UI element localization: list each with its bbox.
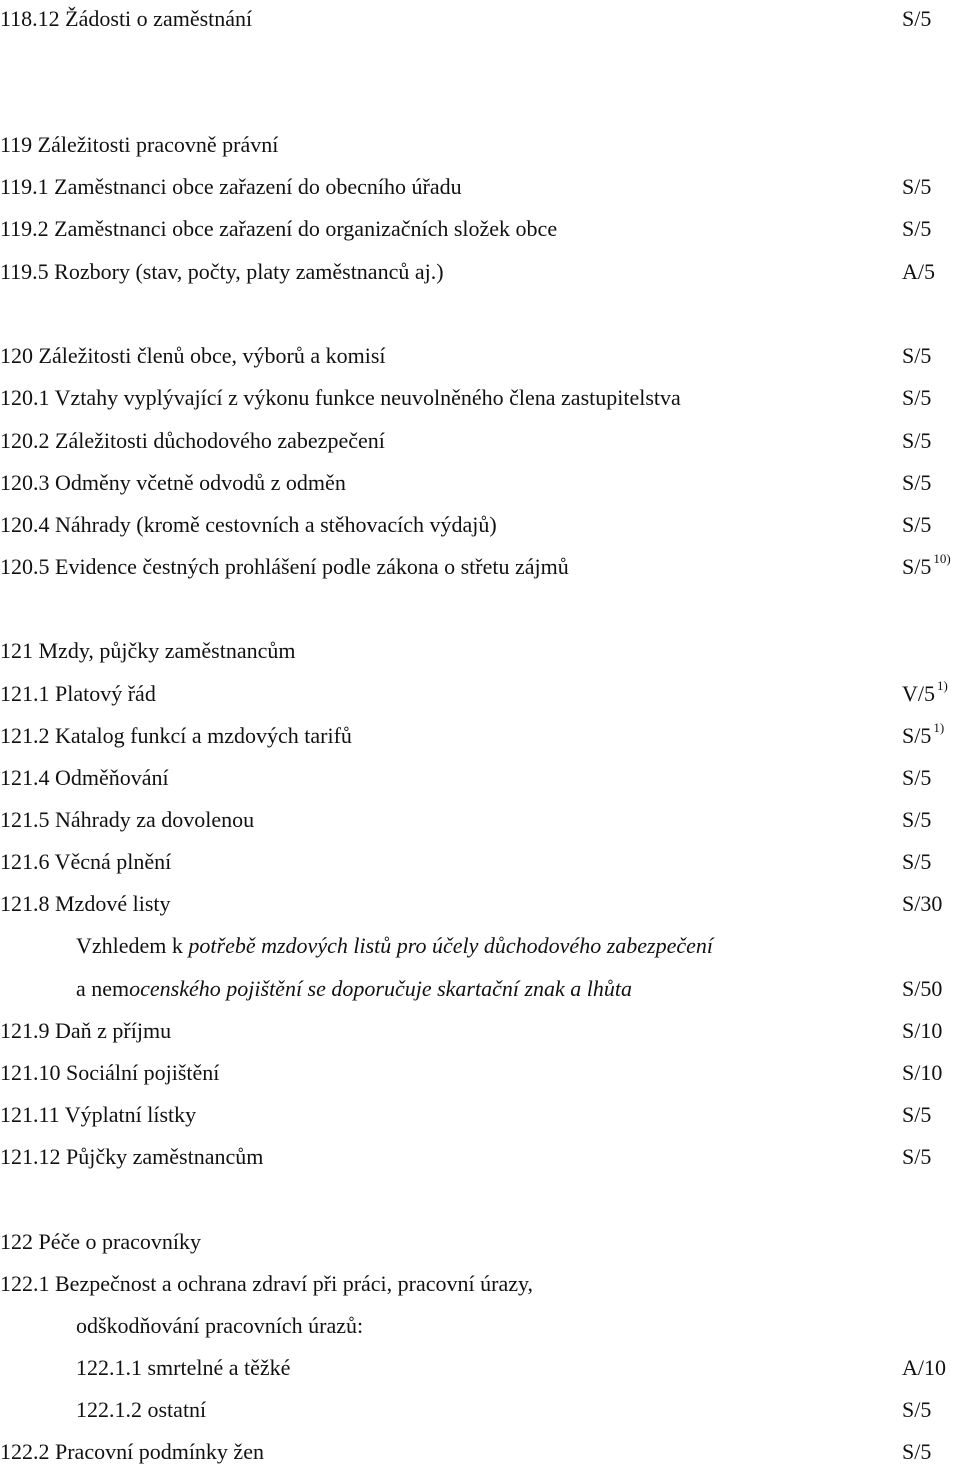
retention-code: S/50 xyxy=(902,976,943,1001)
item-label: 121.6 Věcná plnění xyxy=(0,849,172,874)
list-item xyxy=(0,552,960,582)
item-label: 122.1.1 smrtelné a těžké xyxy=(76,1355,291,1380)
retention-code: S/5 xyxy=(902,1439,932,1464)
item-label: 119.1 Zaměstnanci obce zařazení do obecního úřadu xyxy=(0,174,462,199)
list-item xyxy=(0,172,960,202)
list-item xyxy=(0,889,960,919)
list-item xyxy=(0,1016,960,1046)
retention-code: S/5 $^{10)}$ xyxy=(902,550,951,579)
list-item xyxy=(0,1142,960,1172)
retention-code: S/10 xyxy=(902,1018,943,1043)
list-item-continuation xyxy=(0,1311,960,1341)
item-label: 118.12 Žádosti o zaměstnání xyxy=(0,6,253,31)
footnote-ref: 10) xyxy=(933,550,951,566)
item-label: 120.1 Vztahy vyplývající z výkonu funkce neuvolněného člena zastupitelstva xyxy=(0,385,681,410)
footnote-ref: 1) xyxy=(937,677,948,693)
note-text: Vzhledem k potřebě mzdových listů pro účely důchodového zabezpečení xyxy=(76,933,713,958)
item-label: 121.5 Náhrady za dovolenou xyxy=(0,807,255,832)
note-line xyxy=(0,931,960,961)
list-item xyxy=(0,257,960,287)
list-item xyxy=(0,1353,960,1383)
section-heading xyxy=(0,636,960,666)
retention-code: A/5 xyxy=(902,259,935,284)
retention-code: S/5 xyxy=(902,1102,932,1127)
list-item xyxy=(0,847,960,877)
item-label: 121.10 Sociální pojištění xyxy=(0,1060,220,1085)
retention-code: S/5 xyxy=(902,216,932,241)
retention-code: S/5 $^{1)}$ xyxy=(902,719,945,748)
retention-code: S/5 xyxy=(902,385,932,410)
retention-code: S/5 xyxy=(902,1397,932,1422)
list-item xyxy=(0,805,960,835)
list-item xyxy=(0,426,960,456)
item-label: 120 Záležitosti členů obce, výborů a komisí xyxy=(0,343,386,368)
retention-code: S/5 xyxy=(902,1144,932,1169)
list-item xyxy=(0,1269,960,1299)
list-item xyxy=(0,4,960,34)
item-label: 121.9 Daň z příjmu xyxy=(0,1018,172,1043)
retention-code: S/5 xyxy=(902,807,932,832)
section-heading xyxy=(0,341,960,371)
item-label: 122.1.2 ostatní xyxy=(76,1397,207,1422)
item-label: 122 Péče o pracovníky xyxy=(0,1229,201,1254)
item-label: 121.2 Katalog funkcí a mzdových tarifů xyxy=(0,723,352,748)
item-label: odškodňování pracovních úrazů: xyxy=(76,1313,364,1338)
section-heading xyxy=(0,130,960,160)
item-label: 120.3 Odměny včetně odvodů z odměn xyxy=(0,470,346,495)
item-label: 120.2 Záležitosti důchodového zabezpečení xyxy=(0,428,385,453)
item-label: 121.4 Odměňování xyxy=(0,765,169,790)
list-item xyxy=(0,214,960,244)
list-item xyxy=(0,1058,960,1088)
retention-code: S/5 xyxy=(902,470,932,495)
item-label: 120.4 Náhrady (kromě cestovních a stěhovacích výdajů) xyxy=(0,512,497,537)
list-item xyxy=(0,679,960,709)
retention-code: A/10 xyxy=(902,1355,946,1380)
note-line xyxy=(0,974,960,1004)
retention-code: S/5 xyxy=(902,343,932,368)
footnote-ref: 1) xyxy=(933,719,945,735)
item-label: 122.1 Bezpečnost a ochrana zdraví při práci, pracovní úrazy, xyxy=(0,1271,534,1296)
note-text: a nemocenského pojištění se doporučuje skartační znak a lhůta xyxy=(76,976,633,1001)
item-label: 122.2 Pracovní podmínky žen xyxy=(0,1439,264,1464)
item-label: 121.8 Mzdové listy xyxy=(0,891,171,916)
item-label: 119 Záležitosti pracovně právní xyxy=(0,132,279,157)
item-label: 121.1 Platový řád xyxy=(0,681,156,706)
list-item xyxy=(0,510,960,540)
retention-code: V/5 $^{1)}$ xyxy=(902,677,948,706)
item-label: 121 Mzdy, půjčky zaměstnancům xyxy=(0,638,296,663)
section-heading xyxy=(0,1227,960,1257)
item-label: 121.11 Výplatní lístky xyxy=(0,1102,197,1127)
retention-code: S/5 xyxy=(902,428,932,453)
item-label: 119.5 Rozbory (stav, počty, platy zaměstnanců aj.) xyxy=(0,259,444,284)
list-item xyxy=(0,468,960,498)
retention-code: S/10 xyxy=(902,1060,943,1085)
retention-code: S/5 xyxy=(902,512,932,537)
list-item xyxy=(0,1100,960,1130)
item-label: 119.2 Zaměstnanci obce zařazení do organizačních složek obce xyxy=(0,216,558,241)
retention-code: S/5 xyxy=(902,849,932,874)
list-item xyxy=(0,721,960,751)
retention-code: S/5 xyxy=(902,765,932,790)
item-label: 120.5 Evidence čestných prohlášení podle zákona o střetu zájmů xyxy=(0,554,569,579)
retention-code: S/30 xyxy=(902,891,943,916)
list-item xyxy=(0,383,960,413)
list-item xyxy=(0,763,960,793)
list-item xyxy=(0,1437,960,1467)
retention-code: S/5 xyxy=(902,6,932,31)
list-item xyxy=(0,1395,960,1425)
retention-code: S/5 xyxy=(902,174,932,199)
item-label: 121.12 Půjčky zaměstnancům xyxy=(0,1144,264,1169)
